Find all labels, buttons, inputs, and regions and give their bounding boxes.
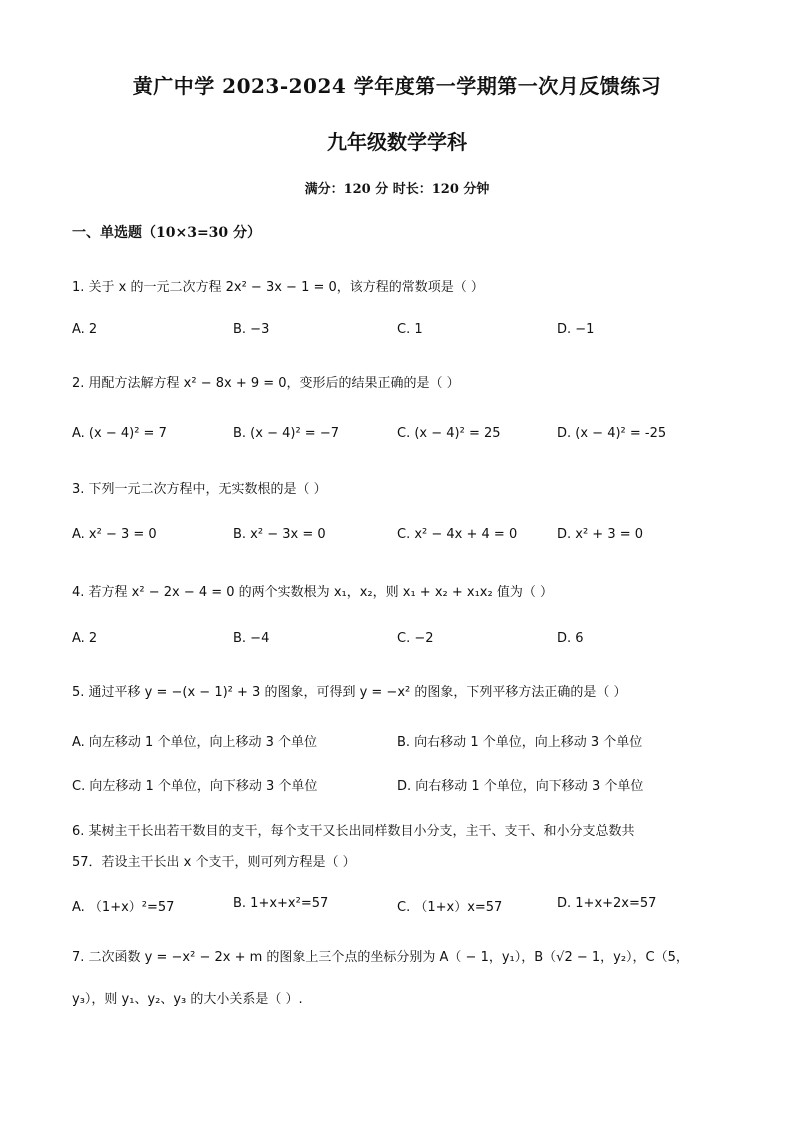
question-stem: 4. 若方程 x² − 2x − 4 = 0 的两个实数根为 x₁，x₂，则 x₁ + x₂ + x₁x₂ 值为（ ） <box>72 585 553 600</box>
section-title: 一、单选题（10×3=30 分） <box>72 225 262 241</box>
option-c: C. (x − 4)² = 25 <box>397 426 501 441</box>
question-stem-line1: 7. 二次函数 y = −x² − 2x + m 的图象上三个点的坐标分别为 A（ − 1，y₁），B（√2 − 1，y₂），C（5， <box>72 950 689 965</box>
question-stem-line2: 57．若设主干长出 x 个支干，则可列方程是（ ） <box>72 855 356 870</box>
option-d: D. 向右移动 1 个单位，向下移动 3 个单位 <box>397 779 644 794</box>
option-a: A. (x − 4)² = 7 <box>72 426 167 441</box>
option-b: B. 向右移动 1 个单位，向上移动 3 个单位 <box>397 735 643 750</box>
question-stem-line2: y₃），则 y₁、y₂、y₃ 的大小关系是（ ）. <box>72 992 303 1007</box>
option-a: A. x² − 3 = 0 <box>72 527 157 542</box>
option-d: D. 1+x+2x=57 <box>557 896 657 911</box>
option-c: C. 向左移动 1 个单位，向下移动 3 个单位 <box>72 779 318 794</box>
option-d: D. x² + 3 = 0 <box>557 527 644 542</box>
option-b: B. −4 <box>233 631 270 646</box>
option-a: A. 2 <box>72 631 98 646</box>
option-b: B. (x − 4)² = −7 <box>233 426 339 441</box>
option-b: B. x² − 3x = 0 <box>233 527 326 542</box>
exam-title: 黄广中学 2023-2024 学年度第一学期第一次月反馈练习 <box>132 74 662 98</box>
option-a: A. （1+x）²=57 <box>72 900 175 915</box>
subject-title: 九年级数学学科 <box>327 130 467 154</box>
option-a: A. 2 <box>72 322 98 337</box>
question-stem: 3. 下列一元二次方程中，无实数根的是（ ） <box>72 482 327 497</box>
option-d: D. (x − 4)² = -25 <box>557 426 667 441</box>
option-c: C. （1+x）x=57 <box>397 900 503 915</box>
question-stem: 2. 用配方法解方程 x² − 8x + 9 = 0，变形后的结果正确的是（ ） <box>72 376 460 391</box>
option-b: B. −3 <box>233 322 270 337</box>
option-d: D. 6 <box>557 631 584 646</box>
question-stem-line1: 6. 某树主干长出若干数目的支干，每个支干又长出同样数目小分支，主干、支干、和小分支总数共 <box>72 824 635 839</box>
option-b: B. 1+x+x²=57 <box>233 896 329 911</box>
option-d: D. −1 <box>557 322 595 337</box>
option-c: C. x² − 4x + 4 = 0 <box>397 527 518 542</box>
question-stem: 1. 关于 x 的一元二次方程 2x² − 3x − 1 = 0，该方程的常数项是（ ） <box>72 280 484 295</box>
exam-meta: 满分：120 分 时长：120 分钟 <box>304 182 490 197</box>
option-c: C. 1 <box>397 322 423 337</box>
option-a: A. 向左移动 1 个单位，向上移动 3 个单位 <box>72 735 318 750</box>
question-stem: 5. 通过平移 y = −(x − 1)² + 3 的图象，可得到 y = −x² 的图象，下列平移方法正确的是（ ） <box>72 685 627 700</box>
option-c: C. −2 <box>397 631 434 646</box>
